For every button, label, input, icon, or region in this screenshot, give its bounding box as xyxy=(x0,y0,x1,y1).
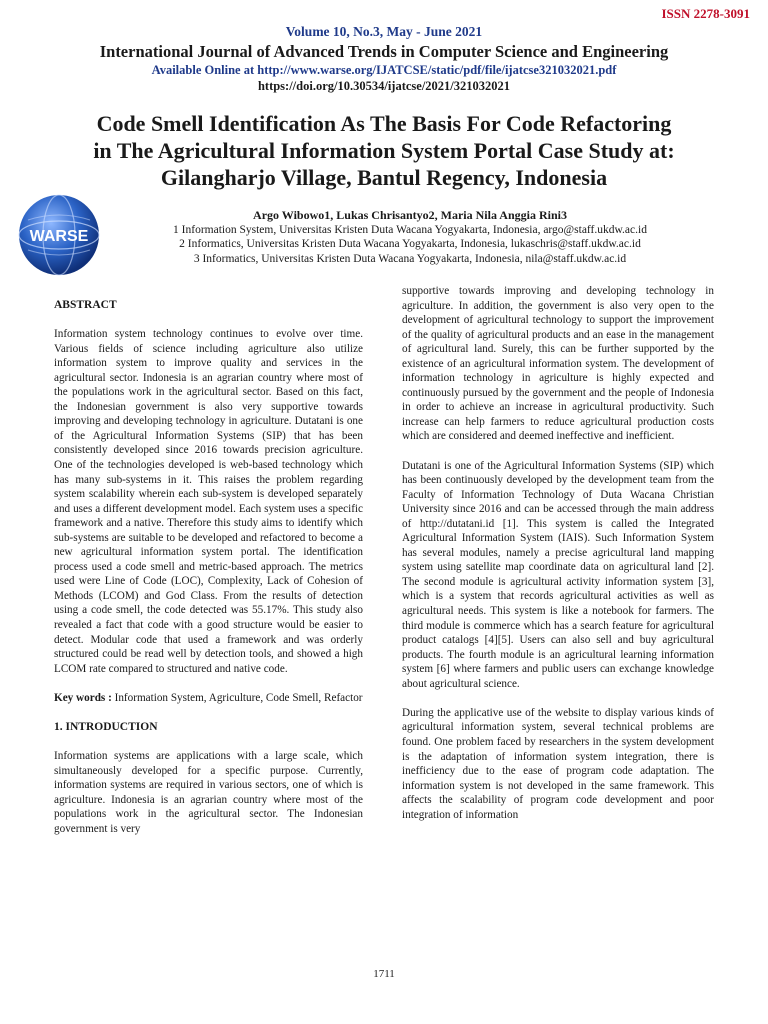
title-line-1: Code Smell Identification As The Basis For Code Refactoring xyxy=(96,111,672,136)
page-number: 1711 xyxy=(373,968,395,980)
globe-logo-icon xyxy=(14,190,104,280)
introduction-text: Information systems are applications with a large scale, which simultaneously developed for a specific purpose. Currently, information systems are required in various sectors, one of which is agriculture. Indonesia is an agrarian country where most of the populations work in the agricultural sector. The Indonesian government is very xyxy=(54,749,363,835)
keywords-label: Key words : xyxy=(54,691,112,704)
issn-label: ISSN 2278-3091 xyxy=(661,6,750,21)
right-paragraph-1: supportive towards improving and developing technology in agriculture. In addition, the government is also very open to the development of agricultural technology to support the improvement of the quality of agricultural products and an ease in the management of agricultural land. Surely, this can be further supported by the existence of an agricultural information system. The development of information technology in agriculture is highly expected and continuously pursued by the government and the people of Indonesia in order to achieve an increase in agricultural productivity. Such increase can help farmers to reduce agricultural production costs which are considered and deemed ineffective and inefficient. xyxy=(402,285,714,443)
introduction-heading: 1. INTRODUCTION xyxy=(54,720,158,733)
author-names: Argo Wibowo1, Lukas Chrisantyo2, Maria Nila Anggia Rini3 xyxy=(253,208,567,222)
left-column xyxy=(54,284,363,851)
keywords-text: Information System, Agriculture, Code Smell, Refactor xyxy=(111,691,363,704)
right-paragraph-3: During the applicative use of the website to display various kinds of agricultural information system, several technical problems are found. One problem faced by researchers in the system development is the adaptation of information system integration, there is inefficiency due to the ease of program code adaptation. The information system is not developed in the same framework. This affects the scalability of program code development and poor integration of information xyxy=(402,706,714,821)
abstract-heading: ABSTRACT xyxy=(54,299,117,311)
logo-text: WARSE xyxy=(29,228,89,245)
available-online-link[interactable]: Available Online at http://www.warse.org/IJATCSE/static/pdf/file/ijatcse321032021.pdf xyxy=(151,63,617,77)
author-block xyxy=(110,208,710,266)
right-column xyxy=(402,284,714,837)
keywords xyxy=(54,691,363,706)
title-line-3: Gilangharjo Village, Bantul Regency, Indonesia xyxy=(160,165,608,190)
title-line-2: in The Agricultural Information System Portal Case Study at: xyxy=(93,138,675,163)
affiliation-1: 1 Information System, Universitas Kristen Duta Wacana Yogyakarta, Indonesia, argo@staff.ukdw.ac.id xyxy=(173,223,647,236)
journal-header xyxy=(0,24,768,94)
affiliation-2: 2 Informatics, Universitas Kristen Duta Wacana Yogyakarta, Indonesia, lukaschris@staff.ukdw.ac.id xyxy=(179,238,641,250)
affiliation-3: 3 Informatics, Universitas Kristen Duta Wacana Yogyakarta, Indonesia, nila@staff.ukdw.ac.id xyxy=(193,252,627,265)
doi-link[interactable]: https://doi.org/10.30534/ijatcse/2021/321032021 xyxy=(257,79,511,93)
volume-info: Volume 10, No.3, May - June 2021 xyxy=(285,24,483,39)
journal-title: International Journal of Advanced Trends in Computer Science and Engineering xyxy=(99,42,669,61)
abstract-text: Information system technology continues to evolve over time. Various fields of science including agriculture also utilize information system to improve quality and services in the agricultural sector. Indonesia is an agrarian country where most of the populations work in the agricultural sector. Based on this fact, the Indonesian government is also very supportive towards improving and developing technology in agriculture. Dutatani is one of the Agricultural Information Systems (SIP) that has been consistently developed since 2016 towards precision agriculture. One of the technologies developed is web-based technology which has many sub-systems in it. This raises the problem regarding system scalability wherein each sub-system is developed separately and uses a different development model. Each system uses a specific framework and a native. Therefore this study aims to identify which sub-systems are suitable to be developed and refactored to become a new agricultural information system portal. The identification process used a code smell and metric-based approach. The metrics used were Line of Code (LOC), Complexity, Lack of Cohesion of Methods (LCOM) and God Class. From the results of detection using a code smell, the code detected was 55.17%. This study also revealed a fact that code with a good structure would be easier to detect. Modular code that used a framework and was orderly structured could be read well by detection tools, and showed a high LCOM rate compared to structured and native code. xyxy=(54,328,363,675)
right-paragraph-2: Dutatani is one of the Agricultural Information Systems (SIP) which has been continuously developed by the development team from the Faculty of Information Technology of Duta Wacana Christian University since 2016 and can be accessed through the main address of http://dutatani.id [1]. This system is called the Integrated Agricultural Information System (IAIS). Such Information System has several modules, namely a precise agricultural land mapping system using satellite map coordinate data on agricultural land [2]. The second module is agricultural activity information system [3], which is a system that records agricultural activities as well as agricultural needs. This system is like a notebook for farmers. The third module is commerce which has a search feature for agricultural product catalogs [4][5]. Users can also sell and buy agricultural products. The fourth module is an agricultural learning information system [6] where farmers and public users can exchange knowledge about agricultural science. xyxy=(402,459,714,690)
paper-title xyxy=(40,110,728,191)
